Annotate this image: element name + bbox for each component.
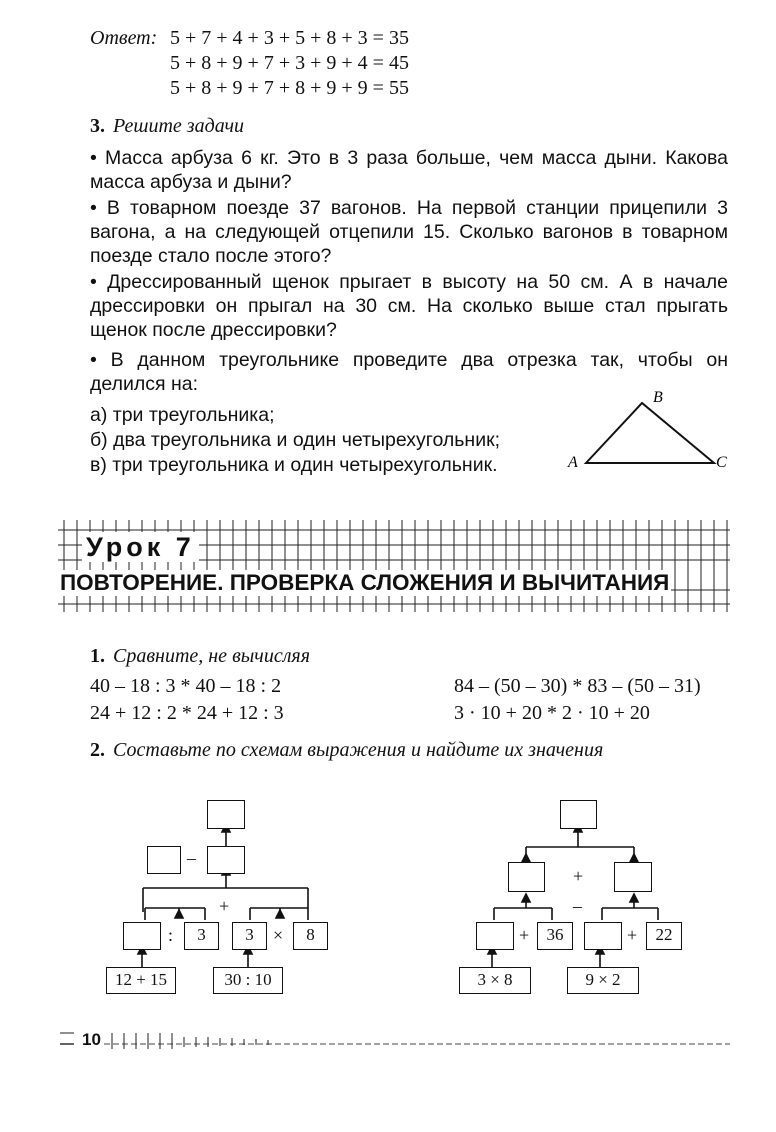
scheme1-dividend-box[interactable] <box>123 922 161 950</box>
problem-2: • В товарном поезде 37 вагонов. На первой станции прицепили 3 вагона, а на следующей отцепили 15. Сколько вагонов в товарном поезде стало после этого? <box>90 197 728 267</box>
task3-number: 3. <box>90 115 105 137</box>
compare-left-1: 40 – 18 : 3 * 40 – 18 : 2 <box>90 675 282 697</box>
scheme2-left-sum-box[interactable] <box>508 862 545 892</box>
task1-number: 1. <box>90 645 105 667</box>
scheme1-div-sign: : <box>168 925 174 945</box>
answer-line-1: 5 + 7 + 4 + 3 + 5 + 8 + 3 = 35 <box>170 27 409 49</box>
answer-line-3: 5 + 8 + 9 + 7 + 8 + 9 + 9 = 55 <box>170 77 409 99</box>
triangle-figure <box>560 385 740 480</box>
scheme1-result-box[interactable] <box>207 800 245 829</box>
scheme1-expr-left: 12 + 15 <box>106 967 176 994</box>
compare-left-2: 24 + 12 : 2 * 24 + 12 : 3 <box>90 702 284 724</box>
scheme2-addend-left-box[interactable] <box>476 922 514 950</box>
scheme2-plus-left: + <box>519 925 530 945</box>
scheme1-divisor-box: 3 <box>184 922 219 950</box>
scheme2-plus-right: + <box>627 925 638 945</box>
lesson-number: Урок 7 <box>82 532 199 562</box>
option-c: в) три треугольника и один четырехугольник. <box>90 454 498 476</box>
task3-title: Решите задачи <box>113 115 244 137</box>
scheme2-36-box: 36 <box>537 922 573 950</box>
scheme2-addend-right-box[interactable] <box>584 922 622 950</box>
scheme2-expr-right: 9 × 2 <box>567 967 639 994</box>
scheme1-expr-right: 30 : 10 <box>213 967 283 994</box>
scheme1-minus-sign: – <box>187 848 196 868</box>
vertex-b-label: B <box>653 389 663 406</box>
scheme1-factor8-box: 8 <box>293 922 328 950</box>
task1-title: Сравните, не вычисляя <box>113 645 311 667</box>
footer-rule <box>58 1025 730 1053</box>
scheme1-minuend-box[interactable] <box>147 846 181 874</box>
option-a: а) три треугольника; <box>90 404 275 426</box>
scheme1-subtrahend-box[interactable] <box>207 846 245 874</box>
option-b: б) два треугольника и один четырехугольник; <box>90 429 501 451</box>
scheme1-plus-sign: + <box>219 896 230 916</box>
scheme2-expr-left: 3 × 8 <box>459 967 531 994</box>
scheme2-result-box[interactable] <box>560 800 597 829</box>
vertex-a-label: A <box>568 454 578 471</box>
problem-3: • Дрессированный щенок прыгает в высоту на 50 см. А в начале дрессировки он прыгал на 30 см. На сколько выше стал прыгать щенок после дрессировки? <box>90 271 728 341</box>
scheme2-right-sum-box[interactable] <box>614 862 652 892</box>
scheme2-minus-sign: – <box>573 896 582 916</box>
problem-4: • В данном треугольнике проведите два отрезка так, чтобы он делился на: <box>90 349 728 395</box>
task2-title: Составьте по схемам выражения и найдите их значения <box>113 739 604 761</box>
vertex-c-label: C <box>716 454 727 471</box>
lesson-title: ПОВТОРЕНИЕ. ПРОВЕРКА СЛОЖЕНИЯ И ВЫЧИТАНИЯ <box>60 570 670 595</box>
problem-1: • Масса арбуза 6 кг. Это в 3 раза больше, чем масса дыни. Какова масса арбуза и дыни? <box>90 147 728 193</box>
scheme2-22-box: 22 <box>646 922 682 950</box>
triangle-shape <box>586 403 714 463</box>
compare-right-1: 84 – (50 – 30) * 83 – (50 – 31) <box>454 675 701 697</box>
scheme1-factor-box: 3 <box>232 922 267 950</box>
compare-right-2: 3 · 10 + 20 * 2 · 10 + 20 <box>454 702 650 724</box>
answer-label: Ответ: <box>90 27 158 49</box>
task2-number: 2. <box>90 739 105 761</box>
page-number: 10 <box>82 1030 101 1049</box>
scheme2-plus-top: + <box>573 866 584 886</box>
scheme1-times-sign: × <box>273 925 284 945</box>
answer-line-2: 5 + 8 + 9 + 7 + 3 + 9 + 4 = 45 <box>170 52 409 74</box>
